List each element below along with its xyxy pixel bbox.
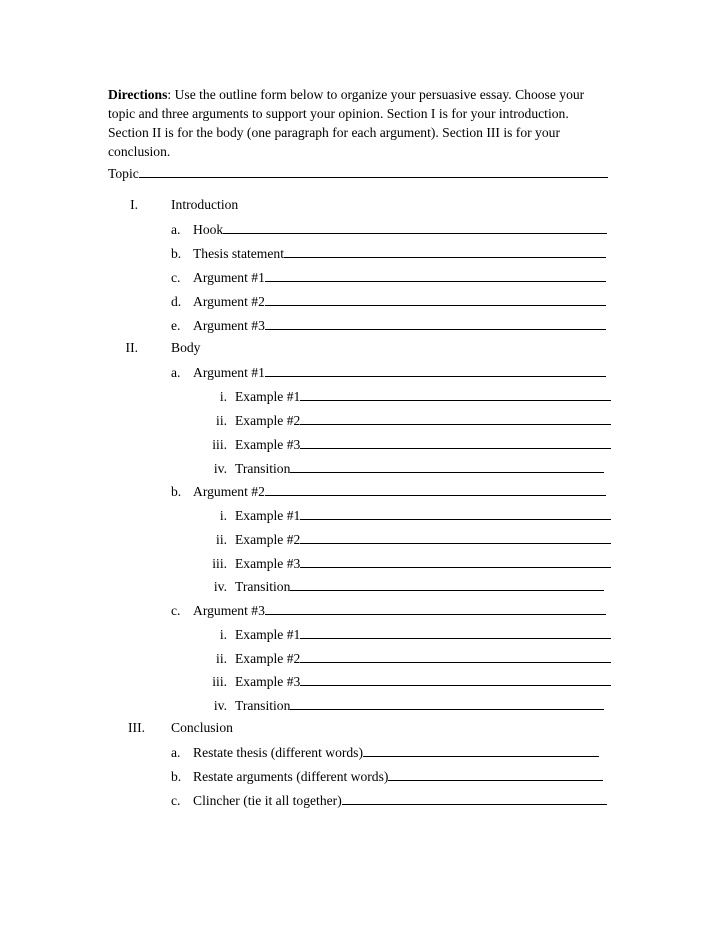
sub-item: iii. Example #3 [199,553,611,573]
answer-blank[interactable] [300,624,611,639]
sub-item: i. Example #1 [199,386,611,406]
answer-blank[interactable] [300,529,611,544]
answer-blank[interactable] [300,386,611,401]
outline-item: b. Argument #2 [171,481,606,501]
outline-item: b. Thesis statement [171,243,606,263]
directions-label: Directions [108,87,168,102]
sub-item: ii. Example #2 [199,410,611,430]
topic-label: Topic [108,166,139,181]
item-label: Argument #1 [193,365,265,380]
sub-label: Example #2 [235,532,301,547]
answer-blank[interactable] [223,219,607,234]
outline-item: d. Argument #2 [171,291,606,311]
directions-paragraph [108,85,608,161]
section-numeral-intro: I. [130,197,138,212]
topic-blank[interactable] [139,163,608,178]
section-title-body: Body [171,340,201,355]
sub-label: Transition [235,461,291,476]
answer-blank[interactable] [265,315,606,330]
section-numeral-conclusion: III. [128,720,145,735]
answer-blank[interactable] [265,291,606,306]
answer-blank[interactable] [290,576,604,591]
outline-item: a. Argument #1 [171,362,606,382]
answer-blank[interactable] [300,410,611,425]
sub-label: Transition [235,698,291,713]
sub-label: Example #2 [235,413,301,428]
sub-item: iv. Transition [199,458,604,478]
answer-blank[interactable] [342,790,607,805]
answer-blank[interactable] [300,648,611,663]
answer-blank[interactable] [290,695,604,710]
sub-item: i. Example #1 [199,505,611,525]
answer-blank[interactable] [300,505,611,520]
item-label: Argument #2 [193,484,265,499]
outline-item: e. Argument #3 [171,315,606,335]
answer-blank[interactable] [290,458,604,473]
sub-item: ii. Example #2 [199,529,611,549]
answer-blank[interactable] [300,434,611,449]
answer-blank[interactable] [388,766,603,781]
outline-item: a. Hook [171,219,607,239]
answer-blank[interactable] [265,481,606,496]
outline-item: c. Argument #3 [171,600,606,620]
item-label: Argument #3 [193,603,265,618]
sub-label: Example #1 [235,508,301,523]
sub-item: iv. Transition [199,576,604,596]
item-label: Argument #3 [193,318,265,333]
sub-label: Example #3 [235,674,301,689]
sub-label: Example #1 [235,627,301,642]
answer-blank[interactable] [265,600,606,615]
section-numeral-body: II. [125,340,138,355]
answer-blank[interactable] [265,267,606,282]
answer-blank[interactable] [363,742,599,757]
item-label: Argument #1 [193,270,265,285]
sub-label: Example #2 [235,651,301,666]
sub-item: iv. Transition [199,695,604,715]
section-title-intro: Introduction [171,197,239,212]
sub-label: Example #3 [235,437,301,452]
sub-label: Example #1 [235,389,301,404]
sub-item: iii. Example #3 [199,671,611,691]
sub-label: Example #3 [235,556,301,571]
sub-item: ii. Example #2 [199,648,611,668]
item-label: Thesis statement [193,246,284,261]
sub-item: i. Example #1 [199,624,611,644]
answer-blank[interactable] [300,553,611,568]
item-label: Restate arguments (different words) [193,769,389,784]
sub-item: iii. Example #3 [199,434,611,454]
outline-item: c. Clincher (tie it all together) [171,790,607,810]
answer-blank[interactable] [284,243,606,258]
sub-label: Transition [235,579,291,594]
topic-line [108,163,608,183]
item-label: Restate thesis (different words) [193,745,364,760]
answer-blank[interactable] [265,362,606,377]
outline-item: b. Restate arguments (different words) [171,766,603,786]
item-label: Argument #2 [193,294,265,309]
item-label: Hook [193,222,224,237]
section-title-conclusion: Conclusion [171,720,233,735]
outline-item: c. Argument #1 [171,267,606,287]
item-label: Clincher (tie it all together) [193,793,342,808]
outline-item: a. Restate thesis (different words) [171,742,599,762]
directions-text: : Use the outline form below to organize your persuasive essay. Choose your topic and three arguments to support your opinion. Section I is for your introduction. Section II is for the body (one paragraph for each argument). Section III is for your conclusion. [108,87,585,159]
answer-blank[interactable] [300,671,611,686]
